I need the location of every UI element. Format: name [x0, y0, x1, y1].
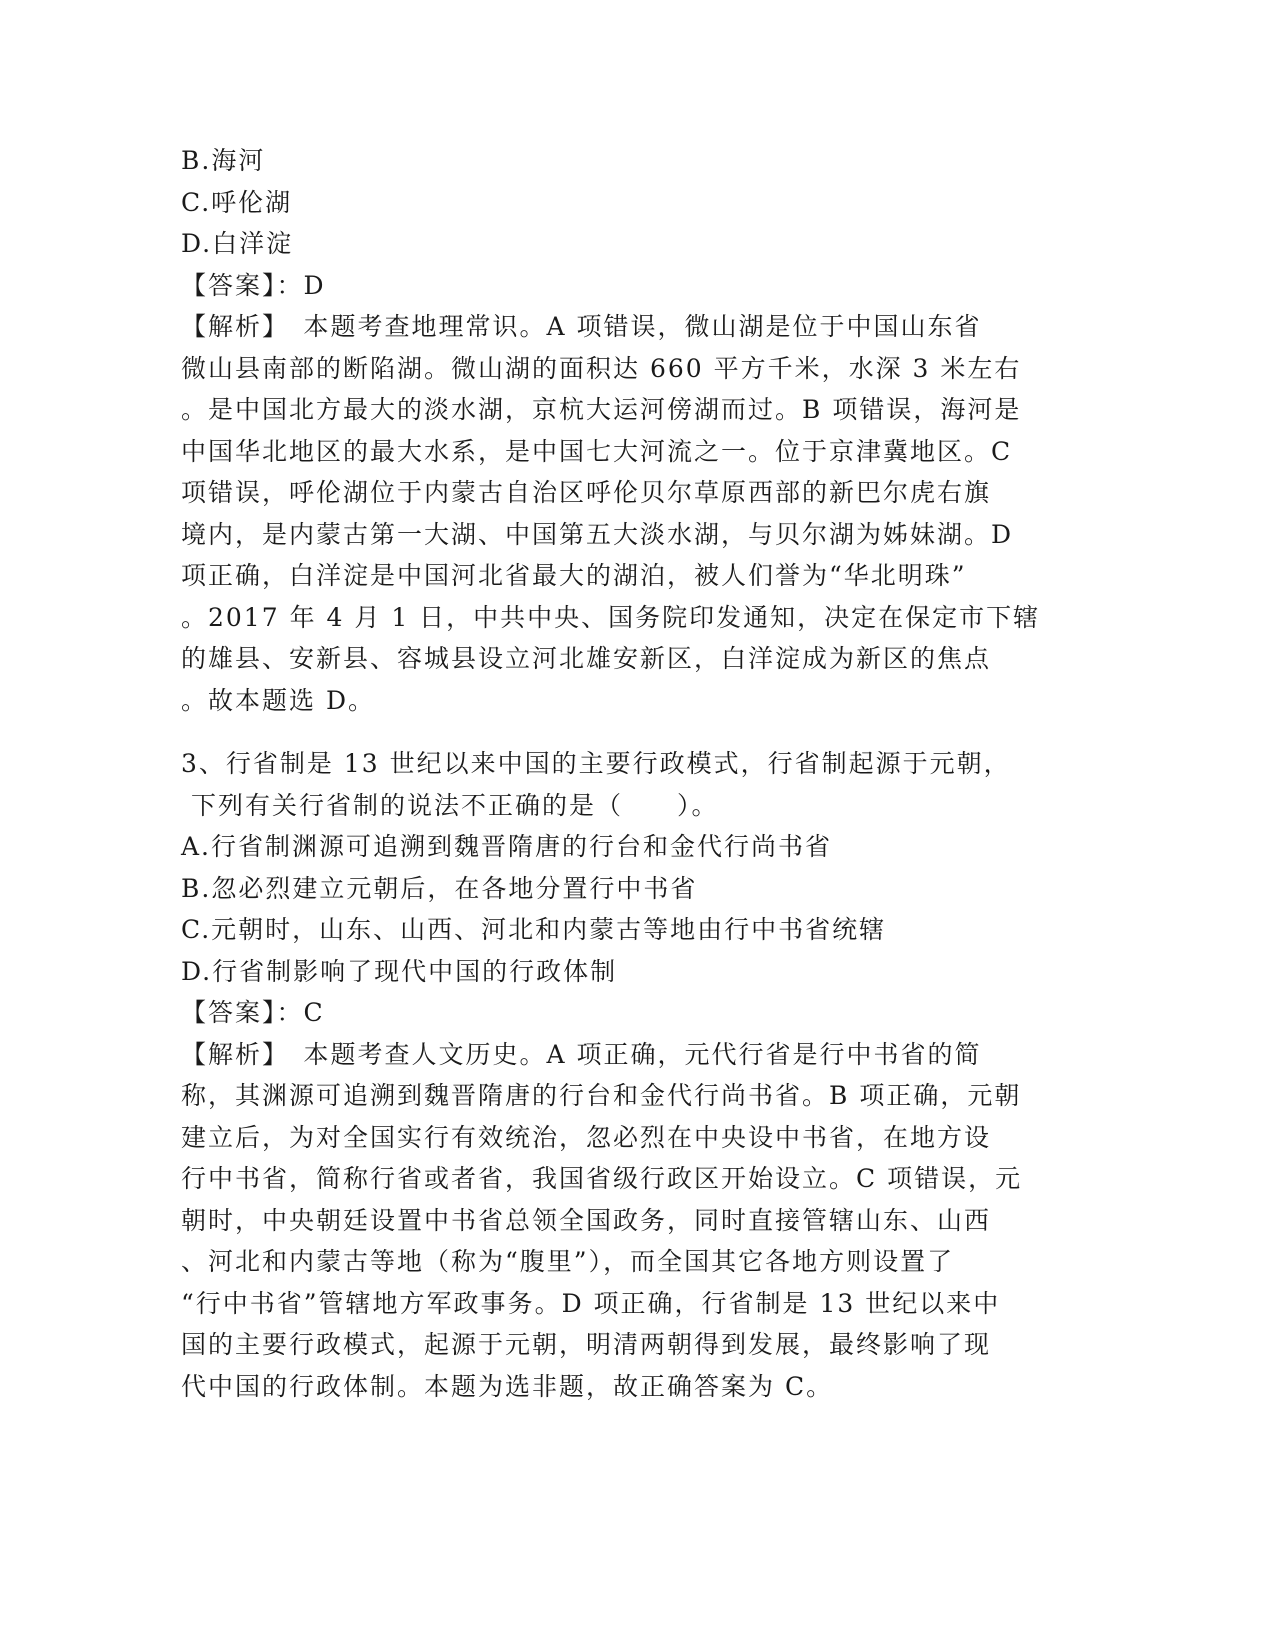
answer-label: 【答案】	[181, 270, 277, 300]
q3-analysis-line: 代中国的行政体制。本题为选非题，故正确答案为 C。	[181, 1371, 834, 1401]
q2-analysis-line: 。2017 年 4 月 1 日，中共中央、国务院印发通知，决定在保定市下辖	[181, 602, 1041, 632]
q3-stem-line: 3、行省制是 13 世纪以来中国的主要行政模式，行省制起源于元朝，	[181, 749, 1011, 778]
q2-analysis-line: 项正确，白洋淀是中国河北省最大的湖泊，被人们誉为“华北明珠”	[181, 561, 967, 590]
q3-answer	[181, 992, 1051, 1034]
section-gap	[181, 721, 1051, 743]
q2-option-d: D.白洋淀	[181, 229, 294, 258]
answer-value: D	[303, 270, 326, 300]
q2-option-b: B.海河	[181, 146, 266, 175]
analysis-label: 【解析】	[181, 1039, 277, 1069]
analysis-text: 本题考查人文历史。A 项正确，元代行省是行中书省的简	[276, 1039, 982, 1069]
answer-separator: ：	[276, 998, 304, 1027]
q2-analysis-line: 中国华北地区的最大水系，是中国七大河流之一。位于京津冀地区。C	[181, 436, 1013, 466]
q2-analysis-line: 境内，是内蒙古第一大湖、中国第五大淡水湖，与贝尔湖为姊妹湖。D	[181, 519, 1014, 549]
analysis-label: 【解析】	[181, 312, 277, 341]
q3-option-d: D.行省制影响了现代中国的行政体制	[181, 956, 618, 986]
q3-analysis-line: 建立后，为对全国实行有效统治，忽必烈在中央设中书省，在地方设	[181, 1122, 992, 1152]
q2-analysis-line	[181, 306, 1051, 348]
q3-analysis-line	[181, 1034, 1051, 1076]
q3-stem-line: 下列有关行省制的说法不正确的是（ ）。	[181, 790, 719, 820]
q3-analysis-line: 行中书省，简称行省或者省，我国省级行政区开始设立。C 项错误，元	[181, 1164, 1023, 1193]
q2-answer	[181, 265, 1051, 307]
document-page	[181, 140, 1051, 1407]
q3-option-a: A.行省制渊源可追溯到魏晋隋唐的行台和金代行尚书省	[181, 832, 833, 861]
q2-analysis-line: 微山县南部的断陷湖。微山湖的面积达 660 平方千米，水深 3 米左右	[181, 353, 1022, 383]
q3-analysis-line: 、河北和内蒙古等地（称为“腹里”），而全国其它各地方则设置了	[181, 1247, 955, 1276]
answer-value: C	[303, 998, 325, 1027]
q3-analysis-line: 称，其渊源可追溯到魏晋隋唐的行台和金代行尚书省。B 项正确，元朝	[181, 1081, 1022, 1110]
q2-analysis-line: 。是中国北方最大的淡水湖，京杭大运河傍湖而过。B 项错误，海河是	[181, 395, 1022, 424]
q3-option-c: C.元朝时，山东、山西、河北和内蒙古等地由行中书省统辖	[181, 915, 887, 944]
q3-analysis-line: 朝时，中央朝廷设置中书省总领全国政务，同时直接管辖山东、山西	[181, 1205, 992, 1235]
answer-label: 【答案】	[181, 998, 277, 1027]
q2-analysis-line: 。故本题选 D。	[181, 685, 375, 715]
q3-analysis-line: 国的主要行政模式，起源于元朝，明清两朝得到发展，最终影响了现	[181, 1330, 992, 1359]
answer-separator: ：	[276, 270, 304, 300]
q2-analysis-line: 的雄县、安新县、容城县设立河北雄安新区，白洋淀成为新区的焦点	[181, 644, 992, 673]
q2-analysis-line: 项错误，呼伦湖位于内蒙古自治区呼伦贝尔草原西部的新巴尔虎右旗	[181, 478, 992, 507]
analysis-text: 本题考查地理常识。A 项错误，微山湖是位于中国山东省	[276, 312, 982, 341]
q3-option-b: B.忽必烈建立元朝后，在各地分置行中书省	[181, 873, 698, 903]
q3-analysis-line: “行中书省”管辖地方军政事务。D 项正确，行省制是 13 世纪以来中	[181, 1288, 1001, 1318]
q2-option-c: C.呼伦湖	[181, 187, 293, 217]
